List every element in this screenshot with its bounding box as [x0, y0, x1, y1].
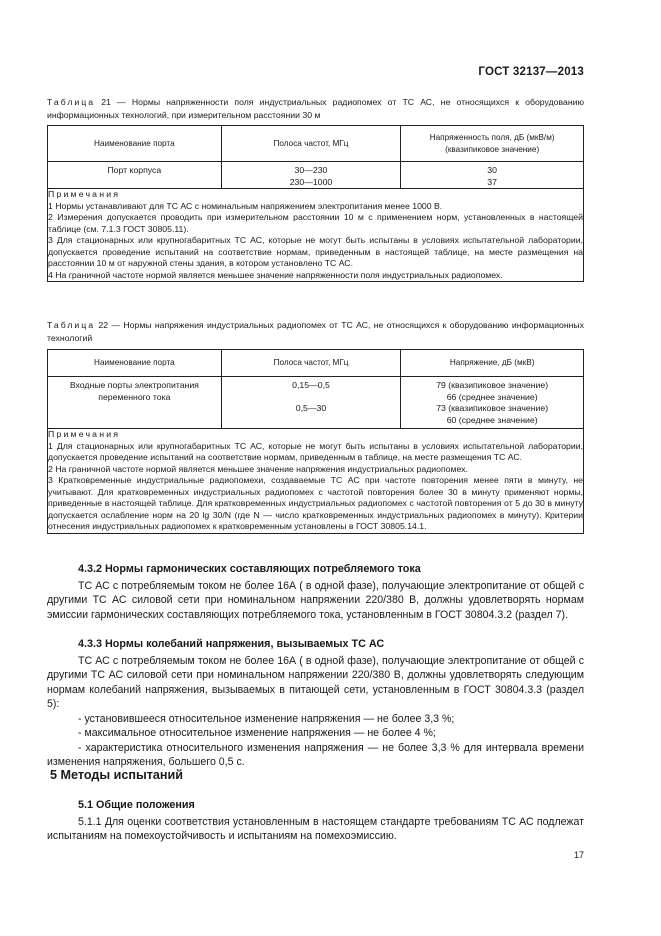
section-4-3-2-text: ТС АС с потребляемым током не более 16А ( в одной фазе), получающие электропитание от общей с другими ТС АС силовой сети при номинальном напряжении 220/380 В, должны удовлетворять нормам эмиссии гармонических составляющих потребляемого тока, установленным в ГОСТ 30804.3.2 (раздел 7).: [47, 580, 584, 621]
table-21-notes: [48, 189, 584, 282]
table-22-value-1: 79 (квазипиковое значение): [436, 380, 549, 390]
table-22-notes: [48, 429, 584, 534]
table-22-notes-title: Примечания: [48, 429, 121, 439]
table-22-caption-text: 22 — Нормы напряжения индустриальных радиопомех от ТС АС, не относящихся к оборудованию информационных технологий: [47, 320, 584, 343]
table-21-note-3: 3 Для стационарных или крупногабаритных ТС АС, которые не могут быть испытаны в условиях испытательной лаборатории, допускается проведение испытаний на соответствие нормам, приведенным в настоящей таблице, на месте размещения на расстоянии 10 м от наружной стены здания, в котором установлено ТС АС.: [48, 235, 583, 268]
list-item: - характеристика относительного изменения напряжения — не более 3,3 % для интервала времени изменения напряжения, большего 0,5 с.: [47, 741, 584, 769]
table-21-band-2: 230—1000: [289, 176, 333, 187]
table-21-caption-label: Таблица: [47, 97, 96, 107]
table-22-band-2: 0,5—30: [295, 403, 327, 413]
table-22-value-2: 66 (среднее значение): [446, 391, 538, 402]
table-21-notes-title: Примечания: [48, 189, 121, 199]
list-item: - установившееся относительное изменение напряжения — не более 3,3 %;: [78, 713, 455, 725]
section-4-3-2-heading: 4.3.2 Нормы гармонических составляющих потребляемого тока: [78, 563, 421, 575]
table-row: [48, 162, 584, 189]
table-22-values: [401, 377, 584, 429]
section-4-3-3-text: ТС АС с потребляемым током не более 16А ( в одной фазе), получающие электропитание от общей с другими ТС АС силовой сети при номинальном напряжении 220/380 В, должны удовлетворять следующим нормам колебаний напряжения, вызываемых в питающей сети, установленным в ГОСТ 30804.3.3 (раздел 5):: [47, 655, 584, 711]
table-21-header-port: Наименование порта: [48, 126, 222, 162]
table-22-caption-label: Таблица: [47, 320, 96, 330]
table-21-header-value: Напряженность поля, дБ (мкВ/м) (квазипиковое значение): [401, 126, 584, 162]
document-header: ГОСТ 32137—2013: [478, 66, 584, 78]
table-row: [48, 377, 584, 429]
table-21-value-1: 30: [487, 165, 497, 175]
table-21-port: Порт корпуса: [48, 162, 222, 189]
table-22-caption: [47, 319, 584, 345]
table-21-note-1: 1 Нормы устанавливают для ТС АС с номинальным напряжением электропитания менее 1000 В.: [48, 200, 443, 211]
table-22-bands: [221, 377, 401, 429]
table-22-note-3: 3 Кратковременные индустриальные радиопомехи, создаваемые ТС АС при частоте повторения менее пяти в минуту, не учитывают. Для кратковременных индустриальных радиопомех с частотой повторения более 30 в минуту применяют нормы, приведенные в настоящей таблице. Для кратковременных индустриальных радиопомех с частотой повторения от 5 до 30 в минуту допускается ослабление норм на 20 lg 30/N (где N — число кратковременных индустриальных радиопомех в минуту). Критерии отнесения индустриальных радиопомех к кратковременным установлены в ГОСТ 30805.14.1.: [48, 475, 583, 531]
section-4-3-3-heading: 4.3.3 Нормы колебаний напряжения, вызываемых ТС АС: [78, 638, 385, 650]
section-5-1-text: 5.1.1 Для оценки соответствия установленным в настоящем стандарте требованиям ТС АС подлежат испытаниям на помехоустойчивость и испытаниям на помехоэмиссию.: [47, 816, 584, 843]
table-21-band-1: 30—230: [294, 165, 328, 175]
page-number: 17: [573, 850, 584, 860]
section-5-heading: 5 Методы испытаний: [50, 768, 183, 782]
table-21-value-2: 37: [487, 176, 497, 187]
table-22-note-2: 2 На граничной частоте нормой является меньшее значение напряжения индустриальных радиопомех.: [48, 463, 468, 474]
table-21: [47, 125, 584, 282]
table-21-values: [401, 162, 584, 189]
table-21-caption: [47, 96, 584, 122]
table-22-header-value: Напряжение, дБ (мкВ): [401, 350, 584, 377]
list-item: - максимальное относительное изменение напряжения — не более 4 %;: [78, 727, 436, 740]
table-22-value-4: 60 (среднее значение): [446, 414, 538, 425]
table-21-note-2: 2 Измерения допускается проводить при измерительном расстоянии 10 м с применением норм, установленных в настоящей таблице (см. 7.1.3 ГОСТ 30805.11).: [48, 212, 583, 234]
table-21-bands: [221, 162, 401, 189]
table-22-band-1: 0,15—0,5: [292, 380, 330, 390]
section-5-1-heading: 5.1 Общие положения: [78, 799, 195, 811]
table-22-note-1: 1 Для стационарных или крупногабаритных ТС АС, которые не могут быть испытаны в условиях испытательной лаборатории, допускается проведение испытаний на соответствие нормам, приведенным в таблице, на месте размещения ТС АС.: [48, 440, 583, 462]
table-22-header-band: Полоса частот, МГц: [221, 350, 401, 377]
table-21-caption-text: 21 — Нормы напряженности поля индустриальных радиопомех от ТС АС, не относящихся к оборудованию информационных технологий, при измерительном расстоянии 30 м: [47, 97, 584, 120]
table-22-header-port: Наименование порта: [48, 350, 222, 377]
table-22-port: Входные порты электропитания переменного тока: [48, 377, 222, 429]
table-22: [47, 349, 584, 534]
table-21-header-band: Полоса частот, МГц: [221, 126, 401, 162]
table-22-value-3: 73 (квазипиковое значение): [436, 403, 549, 413]
table-21-note-4: 4 На граничной частоте нормой является меньшее значение напряженности поля индустриальных радиопомех.: [48, 269, 503, 280]
section-4-3-3-list: [47, 712, 584, 770]
